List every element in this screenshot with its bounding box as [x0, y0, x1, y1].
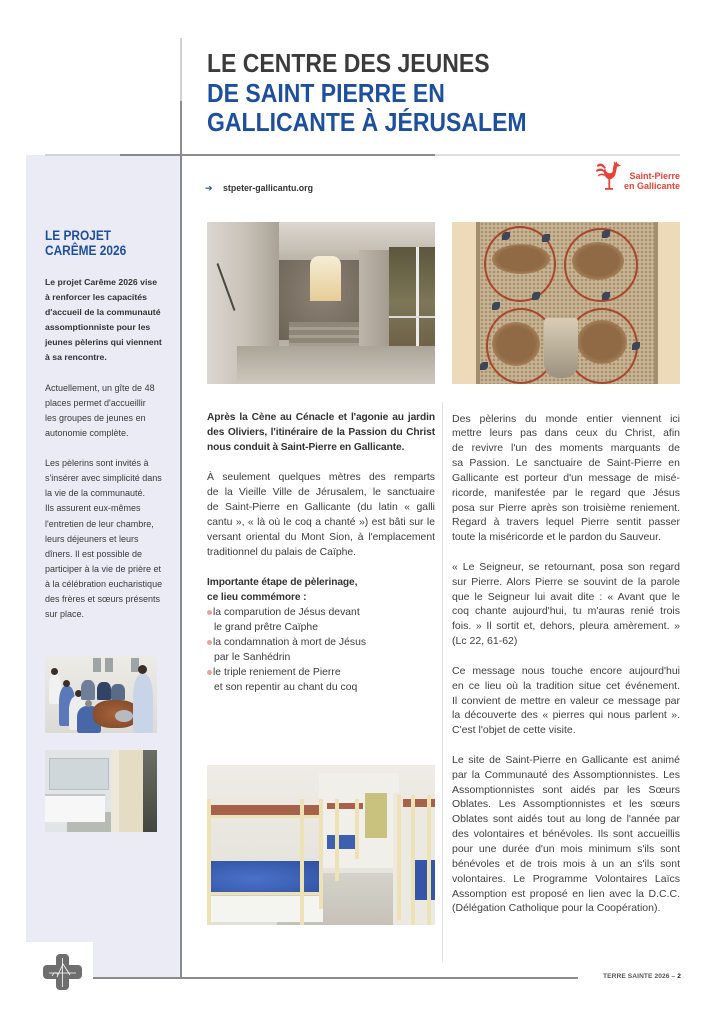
- column-divider: [442, 402, 443, 962]
- sidebar-paragraph-gite: [45, 381, 175, 441]
- text-line: places permet d'accueillir: [45, 397, 146, 408]
- article-paragraph: [207, 470, 435, 560]
- list-item-line: la comparution de Jésus devant: [213, 607, 360, 618]
- text-line: nous conduit à Saint-Pierre en Gallicante.: [207, 442, 405, 453]
- text-line: Importante étape de pèlerinage,: [207, 577, 358, 588]
- list-item-line: la condamnation à mort de Jésus: [213, 637, 367, 648]
- mosaic-photo: [452, 222, 680, 384]
- text-line: participer à la vie de prière et: [45, 563, 162, 574]
- text-line: Gallicante est porteur d'un message de misé-: [452, 471, 680, 484]
- article-paragraph: [452, 664, 680, 738]
- article-intro: [207, 410, 435, 455]
- text-line: d'accueil de la communauté: [45, 307, 161, 318]
- text-line: pour une durée d'un mois minimum s'ils sont: [452, 842, 680, 855]
- title-line-3: GALLICANTE À JÉRUSALEM: [207, 107, 527, 137]
- bullet-dot-icon: [207, 610, 212, 615]
- publication-name: TERRE SAINTE 2026 –: [603, 973, 678, 980]
- article-paragraph: [452, 753, 680, 916]
- horizontal-rule-light-left: [45, 154, 120, 156]
- sidebar-text: [45, 275, 175, 637]
- text-line: leurs déjeuners et leurs: [45, 533, 139, 544]
- text-line: à la célébration eucharistique: [45, 578, 163, 589]
- sidebar-heading-line-1: LE PROJET: [45, 228, 112, 243]
- text-line: de revivre l'un des moments marquants de: [452, 442, 680, 455]
- sidebar-background-extension: [93, 942, 181, 978]
- text-line: (Délégation Catholique pour la Coopération).: [452, 902, 661, 915]
- horizontal-rule-dark: [120, 154, 435, 156]
- logo-line-1: Saint-Pierre: [629, 171, 680, 181]
- page-footer: [603, 973, 681, 981]
- text-line: cantu », « là où le coq a chanté ») est bâti sur le: [207, 517, 435, 528]
- list-item-line: le triple reniement de Pierre: [213, 667, 341, 678]
- text-line: « Le Seigneur, se retournant, posa son regard: [452, 560, 680, 573]
- list-item: [207, 605, 435, 635]
- text-line: en ce lieu où la tradition situe cet événement.: [452, 679, 680, 692]
- crypt-photo: [207, 222, 435, 384]
- text-line: sur place.: [45, 609, 85, 620]
- text-line: (Lc 22, 61-62): [452, 635, 518, 648]
- text-line: bénévoles et de trois mois à un an s'ils sont: [452, 857, 680, 870]
- rooster-icon: [596, 161, 622, 192]
- sidebar-heading-line-2: CARÊME 2026: [45, 243, 127, 258]
- text-line: la découverte des « pierres qui nous parlent ».: [452, 709, 680, 722]
- text-line: toute la miséricorde et le pardon du Sauveur.: [452, 531, 661, 544]
- horizontal-rule-light-right: [435, 154, 680, 156]
- text-line: À seulement quelques mètres des remparts: [207, 472, 435, 483]
- logo-line-2: en Gallicante: [623, 181, 680, 191]
- scripture-quote: [452, 560, 680, 649]
- text-line: l'entretien de leur chambre,: [45, 518, 154, 529]
- text-line: C'est l'objet de cette visite.: [452, 724, 576, 737]
- text-line: des frères et sœurs présents: [45, 593, 161, 604]
- text-line: assomptionniste pour les: [45, 322, 151, 333]
- text-line: Regard à travers lequel Pierre sentit passer: [452, 516, 680, 529]
- title-line-1: LE CENTRE DES JEUNES: [207, 48, 490, 78]
- list-item: [207, 665, 435, 695]
- list-item-line: par le Sanhédrin: [214, 652, 291, 663]
- text-line: par la Communauté des Assomptionnistes. Les: [452, 768, 680, 781]
- list-item: [207, 635, 435, 665]
- text-line: Les pèlerins sont invités à: [45, 458, 149, 469]
- text-line: posa sur Pierre après son troisième reniement.: [452, 501, 680, 514]
- text-line: volontaires. Le Programme Volontaires Laïcs: [452, 872, 680, 885]
- text-line: sur Pierre. Alors Pierre se souvint de la parole: [452, 575, 680, 588]
- website-link[interactable]: stpeter-gallicantu.org: [223, 183, 313, 193]
- dormitory-bunk-beds-photo: [207, 765, 435, 925]
- sidebar-heading: [45, 228, 126, 258]
- text-line: Assomption est proposé en lien avec la D.C.C.: [452, 887, 680, 900]
- article-paragraph: [452, 412, 680, 546]
- washroom-photo: [45, 750, 157, 832]
- text-line: coq chante aujourd'hui, tu m'auras renié trois: [452, 605, 680, 618]
- text-line: traditionnel du palais de Caïphe.: [207, 547, 357, 558]
- text-line: de la Vieille Ville de Jérusalem, le sanctuaire: [207, 487, 435, 498]
- text-line: que le Seigneur lui avait dite : « Avant que le: [452, 590, 680, 603]
- text-line: versant oriental du Mont Sion, à l'emplacement: [207, 532, 435, 543]
- text-line: Le projet Carême 2026 vise: [45, 277, 158, 287]
- text-line: fois. » Il sortit et, dehors, pleura amèrement. »: [452, 620, 680, 633]
- text-line: mettre leurs pas dans ceux du Christ, afin: [452, 427, 680, 440]
- text-line: les groupes de jeunes en: [45, 412, 146, 423]
- text-line: la vie de la communauté.: [45, 488, 146, 499]
- list-item-line: le grand prêtre Caïphe: [214, 622, 318, 633]
- text-line: s'insérer avec simplicité dans: [45, 473, 162, 484]
- text-line: Des pèlerins du monde entier viennent ici: [452, 412, 680, 425]
- text-line: Ce message nous touche encore aujourd'hui: [452, 664, 680, 677]
- article-column-left: [207, 410, 435, 695]
- text-line: Après la Cène au Cénacle et l'agonie au jardin: [207, 412, 435, 423]
- vertical-rule-light: [180, 38, 182, 101]
- text-line: autonomie complète.: [45, 427, 129, 438]
- list-heading: [207, 575, 435, 605]
- text-line: jeunes pèlerins qui viennent: [45, 337, 162, 348]
- text-line: Il convient de mettre en valeur ce message par: [452, 694, 680, 707]
- sidebar-paragraph-intro: [45, 275, 175, 366]
- bullet-dot-icon: [207, 670, 212, 675]
- article-column-right: [452, 412, 680, 932]
- text-line: Le site de Saint-Pierre en Gallicante est animé: [452, 753, 680, 766]
- cross-logo-icon: [43, 954, 82, 990]
- text-line: ce lieu commémore :: [207, 592, 307, 603]
- text-line: dîners. Il est possible de: [45, 548, 143, 559]
- bullet-dot-icon: [207, 640, 212, 645]
- group-meal-photo: [45, 656, 157, 733]
- text-line: des volontaires et bénévoles. Ils sont accueillis: [452, 828, 680, 841]
- text-line: sa Passion. Le sanctuaire de Saint-Pierre en: [452, 457, 680, 470]
- text-line: de Saint-Pierre en Gallicante (du latin « galli: [207, 502, 435, 513]
- text-line: Ils assurent eux-mêmes: [45, 503, 141, 514]
- list-item-line: et son repentir au chant du coq: [214, 682, 358, 693]
- text-line: Oblates. Les Assomptionnistes et les sœurs: [452, 798, 680, 811]
- arrow-right-icon: ➔: [205, 183, 213, 193]
- text-line: à renforcer les capacités: [45, 292, 147, 303]
- text-line: Actuellement, un gîte de 48: [45, 382, 155, 393]
- page-number: 2: [677, 973, 681, 980]
- text-line: ricorde, manifestée par le regard que Jésus: [452, 486, 680, 499]
- text-line: à sa rencontre.: [45, 352, 107, 363]
- sidebar-paragraph-pilgrims: [45, 456, 175, 622]
- text-line: Oblates sont aidés tout au long de l'année par: [452, 813, 680, 826]
- footer-rule: [93, 977, 578, 979]
- title-line-2: DE SAINT PIERRE EN: [207, 77, 445, 108]
- text-line: des Oliviers, l'itinéraire de la Passion du Christ: [207, 427, 435, 438]
- text-line: Assomptionnistes sont aidés par les Sœurs: [452, 783, 680, 796]
- vertical-rule: [180, 101, 182, 978]
- page-title: [207, 49, 527, 138]
- logo-wordmark: [624, 171, 680, 191]
